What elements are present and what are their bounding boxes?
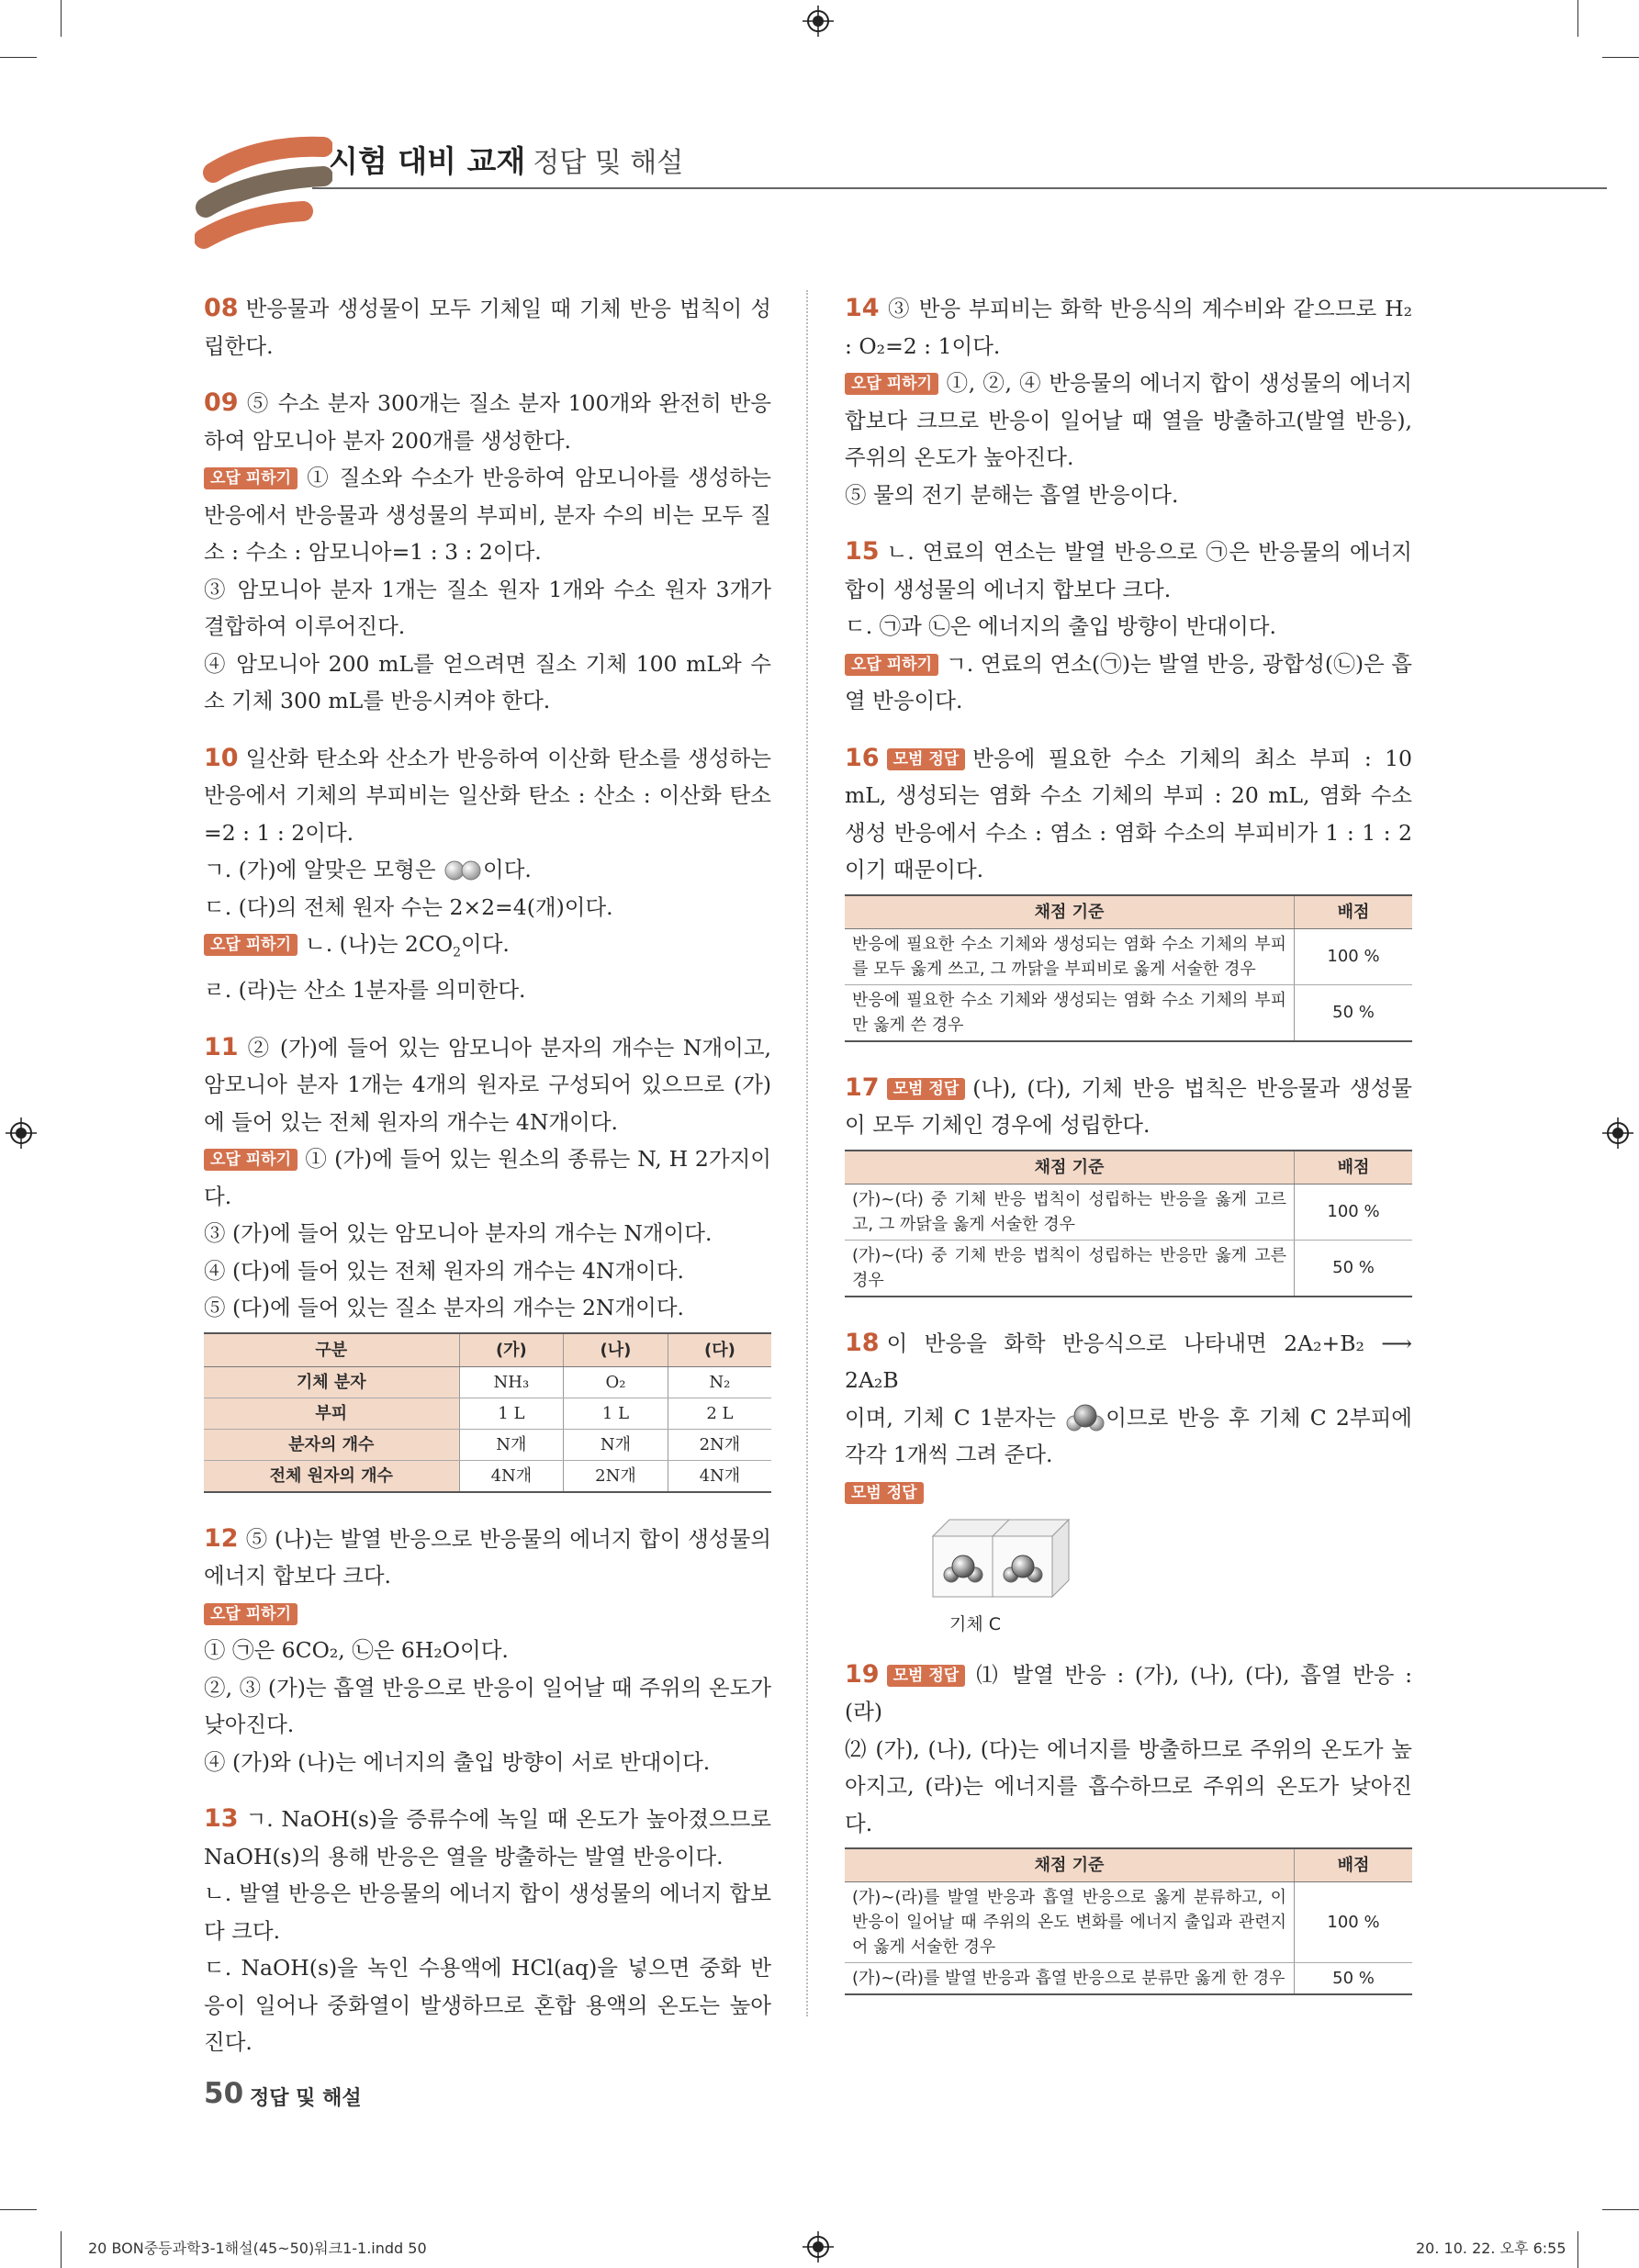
question-09	[204, 385, 771, 720]
answer-text: 반응물과 생성물이 모두 기체일 때 기체 반응 법칙이 성립한다.	[204, 296, 771, 359]
question-number: 09	[204, 388, 239, 417]
table-cell: 4N개	[668, 1460, 771, 1492]
explanation-text: ⑤ (다)에 들어 있는 질소 분자의 개수는 2N개이다.	[204, 1295, 685, 1321]
table-header-cell: (가)	[459, 1333, 564, 1367]
explanation-text: ④ 암모니아 200 mL를 얻으려면 질소 기체 100 mL와 수소 기체 300 mL를 반응시켜야 한다.	[204, 650, 771, 713]
explanation-text: 이므로 반응 후 기체 C 2부피에 각각 1개씩 그려 준다.	[845, 1404, 1412, 1467]
explanation-text: ① 질소와 수소가 반응하여 암모니아를 생성하는 반응에서 반응물과 생성물의 부피비, 분자 수의 비는 모두 질소 : 수소 : 암모니아=1 : 3 : 2이다.	[204, 465, 771, 565]
header-rule	[312, 187, 1607, 189]
table-cell: N₂	[668, 1366, 771, 1398]
answer-text: ㄱ. NaOH(s)을 증류수에 녹일 때 온도가 높아졌으므로 NaOH(s)의 용해 반응은 열을 방출하는 발열 반응이다.	[204, 1806, 771, 1869]
crop-mark	[1577, 0, 1578, 37]
question-08	[204, 290, 771, 365]
explanation-text: 이다.	[461, 931, 510, 957]
answer-text: ⑤ 수소 분자 300개는 질소 분자 100개와 완전히 반응하여 암모니아 분자 200개를 생성한다.	[204, 390, 771, 454]
criterion-cell: (가)~(다) 중 기체 반응 법칙이 성립하는 반응을 옳게 고르고, 그 까닭을 옳게 서술한 경우	[845, 1184, 1295, 1240]
crop-mark	[0, 57, 37, 58]
explanation-text: ⑤ 물의 전기 분해는 흡열 반응이다.	[845, 481, 1179, 508]
answer-text: ② (가)에 들어 있는 암모니아 분자의 개수는 N개이고, 암모니아 분자 1개는 4개의 원자로 구성되어 있으므로 (가)에 들어 있는 전체 원자의 개수는 4N개이다.	[204, 1034, 771, 1135]
question-13	[204, 1801, 771, 2061]
table-header-cell: 채점 기준	[845, 1151, 1295, 1185]
crop-mark	[61, 2231, 62, 2268]
wrong-answer-badge: 오답 피하기	[845, 373, 938, 395]
table-header-cell: 구분	[204, 1333, 459, 1367]
wrong-answer-badge: 오답 피하기	[204, 934, 297, 956]
explanation-text: ②, ③ (가)는 흡열 반응으로 반응이 일어날 때 주위의 온도가 낮아진다.	[204, 1674, 771, 1738]
question-number: 11	[204, 1032, 239, 1061]
grading-table	[845, 894, 1412, 1042]
score-cell: 50 %	[1295, 984, 1413, 1041]
model-answer-badge: 모범 정답	[845, 1482, 924, 1504]
crop-mark	[61, 0, 62, 37]
table-header-cell: 채점 기준	[845, 895, 1295, 929]
table-header-cell: 배점	[1295, 895, 1413, 929]
wrong-answer-badge: 오답 피하기	[204, 467, 297, 489]
answer-text: 일산화 탄소와 산소가 반응하여 이산화 탄소를 생성하는 반응에서 기체의 부피비는 일산화 탄소 : 산소 : 이산화 탄소=2 : 1 : 2이다.	[204, 745, 771, 846]
model-answer-badge: 모범 정답	[887, 1078, 966, 1100]
grading-table	[845, 1150, 1412, 1297]
answer-text: ⑤ (나)는 발열 반응으로 반응물의 에너지 합이 생성물의 에너지 합보다 크다.	[204, 1525, 771, 1589]
explanation-text: ㄷ. NaOH(s)을 녹인 수용액에 HCl(aq)을 넣으면 중화 반응이 일어나 중화열이 발생하므로 혼합 용액의 온도는 높아진다.	[204, 1955, 771, 2056]
model-answer-badge: 모범 정답	[887, 1665, 966, 1687]
answer-text: 반응에 필요한 수소 기체의 최소 부피 : 10 mL, 생성되는 염화 수소 기체의 부피 : 20 mL, 염화 수소 생성 반응에서 수소 : 염소 : 염화 수소의 부피비가 1 : 1 : 2이기 때문이다.	[845, 745, 1412, 882]
table-cell: 2 L	[668, 1398, 771, 1429]
table-header-row	[845, 895, 1412, 929]
score-cell: 50 %	[1295, 1240, 1413, 1297]
gas-c-figure	[926, 1516, 1412, 1636]
question-number: 10	[204, 743, 239, 772]
explanation-text: ㄴ. 발열 반응은 반응물의 에너지 합이 생성물의 에너지 합보다 크다.	[204, 1881, 771, 1944]
crop-mark	[1577, 2231, 1578, 2268]
score-cell: 100 %	[1295, 928, 1413, 984]
print-slug-left: 20 BON중등과학3-1해설(45~50)워크1-1.indd 50	[88, 2240, 427, 2257]
registration-mark-icon	[803, 2231, 834, 2262]
table-header-row	[845, 1151, 1412, 1185]
table-row	[204, 1366, 771, 1398]
row-header-cell: 부피	[204, 1398, 459, 1429]
subscript: 2	[453, 945, 462, 960]
criterion-cell: (가)~(라)를 발열 반응과 흡열 반응으로 분류만 옳게 한 경우	[845, 1963, 1295, 1995]
table-header-cell: 배점	[1295, 1151, 1413, 1185]
score-cell: 50 %	[1295, 1963, 1413, 1995]
gas-container-diagram	[926, 1516, 1072, 1600]
table-row	[204, 1398, 771, 1429]
question-11	[204, 1029, 771, 1493]
explanation-text: ⑵ (가), (나), (다)는 에너지를 방출하므로 주위의 온도가 높아지고, (라)는 에너지를 흡수하므로 주위의 온도가 낮아진다.	[845, 1735, 1412, 1836]
table-row	[204, 1460, 771, 1492]
score-cell: 100 %	[1295, 1184, 1413, 1240]
question-number: 19	[845, 1659, 880, 1689]
question-10	[204, 740, 771, 1009]
crop-mark	[0, 2209, 37, 2210]
page-number: 50	[204, 2077, 244, 2110]
page-footer-label: 정답 및 해설	[250, 2087, 362, 2110]
table-row	[845, 1882, 1412, 1963]
wrong-answer-badge: 오답 피하기	[204, 1603, 297, 1625]
answer-text: ③ 반응 부피비는 화학 반응식의 계수비와 같으므로 H₂ : O₂=2 : 1이다.	[845, 296, 1412, 359]
table-header-cell: (나)	[564, 1333, 668, 1367]
explanation-text: ㄷ. ㉠과 ㉡은 에너지의 출입 방향이 반대이다.	[845, 613, 1276, 639]
answer-text: ㄴ. 연료의 연소는 발열 반응으로 ㉠은 반응물의 에너지 합이 생성물의 에너지 합보다 크다.	[845, 539, 1412, 602]
explanation-text: ①, ②, ④ 반응물의 에너지 합이 생성물의 에너지 합보다 크므로 반응이 일어날 때 열을 방출하고(발열 반응), 주위의 온도가 높아진다.	[845, 370, 1412, 470]
question-number: 14	[845, 294, 880, 322]
explanation-text: ㄴ. (나)는 2CO	[305, 931, 454, 957]
row-header-cell: 전체 원자의 개수	[204, 1460, 459, 1492]
explanation-text: ③ 암모니아 분자 1개는 질소 원자 1개와 수소 원자 3개가 결합하여 이루어진다.	[204, 576, 771, 639]
row-header-cell: 분자의 개수	[204, 1429, 459, 1460]
question-number: 16	[845, 743, 880, 772]
question-16	[845, 740, 1412, 1042]
question-15	[845, 533, 1412, 720]
question-17	[845, 1070, 1412, 1297]
explanation-text: ㄱ. (가)에 알맞은 모형은	[204, 857, 443, 882]
explanation-text: ㄷ. (다)의 전체 원자 수는 2×2=4(개)이다.	[204, 893, 613, 920]
explanation-text: ① ㉠은 6CO₂, ㉡은 6H₂O이다.	[204, 1637, 509, 1664]
answer-text: 이 반응을 화학 반응식으로 나타내면 2A₂+B₂ ⟶ 2A₂B	[845, 1330, 1412, 1393]
row-header-cell: 기체 분자	[204, 1366, 459, 1398]
explanation-text: 이다.	[483, 857, 532, 882]
registration-mark-icon	[1602, 1117, 1633, 1149]
header-subtitle: 정답 및 해설	[533, 147, 684, 179]
table-cell: 1 L	[459, 1398, 564, 1429]
explanation-text: ③ (가)에 들어 있는 암모니아 분자의 개수는 N개이다.	[204, 1220, 713, 1247]
registration-mark-icon	[6, 1117, 37, 1149]
answer-text: (나), (다), 기체 반응 법칙은 반응물과 생성물이 모두 기체인 경우에 성립한다.	[845, 1074, 1412, 1138]
criterion-cell: (가)~(다) 중 기체 반응 법칙이 성립하는 반응만 옳게 고른 경우	[845, 1240, 1295, 1297]
molecule-data-table	[204, 1332, 771, 1493]
table-cell: 2N개	[564, 1460, 668, 1492]
explanation-text: ④ (가)와 (나)는 에너지의 출입 방향이 서로 반대이다.	[204, 1748, 711, 1775]
question-number: 08	[204, 294, 239, 322]
table-cell: N개	[459, 1429, 564, 1460]
left-column	[204, 290, 771, 2082]
table-header-row	[845, 1848, 1412, 1882]
criterion-cell: 반응에 필요한 수소 기체와 생성되는 염화 수소 기체의 부피만 옳게 쓴 경우	[845, 984, 1295, 1041]
table-row	[845, 984, 1412, 1041]
table-row	[845, 1963, 1412, 1995]
explanation-text: ① (가)에 들어 있는 원소의 종류는 N, H 2가지이다.	[204, 1146, 771, 1209]
question-14	[845, 290, 1412, 513]
wrong-answer-badge: 오답 피하기	[204, 1149, 297, 1171]
column-divider	[806, 290, 808, 2016]
score-cell: 100 %	[1295, 1882, 1413, 1963]
table-row	[845, 1184, 1412, 1240]
table-row	[204, 1429, 771, 1460]
table-cell: N개	[564, 1429, 668, 1460]
question-number: 12	[204, 1523, 239, 1553]
crop-mark	[1602, 2209, 1639, 2210]
header-title-text: 시험 대비 교재	[329, 143, 526, 179]
answer-text: ⑴ 발열 반응 : (가), (나), (다), 흡열 반응 : (라)	[845, 1661, 1412, 1724]
question-12	[204, 1521, 771, 1781]
question-number: 17	[845, 1072, 880, 1102]
page-header-title	[329, 138, 683, 181]
molecule-model-icon	[443, 859, 483, 881]
table-cell: 2N개	[668, 1429, 771, 1460]
question-18	[845, 1325, 1412, 1636]
header-swoosh-icon	[195, 136, 332, 255]
criterion-cell: 반응에 필요한 수소 기체와 생성되는 염화 수소 기체의 부피를 모두 옳게 쓰고, 그 까닭을 부피비로 옳게 서술한 경우	[845, 928, 1295, 984]
molecule-c-icon	[1065, 1403, 1106, 1432]
explanation-text: ㄹ. (라)는 산소 1분자를 의미한다.	[204, 977, 526, 1004]
criterion-cell: (가)~(라)를 발열 반응과 흡열 반응으로 옳게 분류하고, 이 반응이 일어날 때 주위의 온도 변화를 에너지 출입과 관련지어 옳게 서술한 경우	[845, 1882, 1295, 1963]
print-slug-right: 20. 10. 22. 오후 6:55	[1416, 2240, 1566, 2257]
explanation-text: ㄱ. 연료의 연소(㉠)는 발열 반응, 광합성(㉡)은 흡열 반응이다.	[845, 650, 1412, 713]
table-cell: NH₃	[459, 1366, 564, 1398]
explanation-text: ④ (다)에 들어 있는 전체 원자의 개수는 4N개이다.	[204, 1257, 685, 1284]
table-cell: 1 L	[564, 1398, 668, 1429]
table-cell: 4N개	[459, 1460, 564, 1492]
table-cell: O₂	[564, 1366, 668, 1398]
model-answer-badge: 모범 정답	[887, 748, 966, 770]
table-header-cell: 배점	[1295, 1848, 1413, 1882]
registration-mark-icon	[803, 6, 834, 37]
question-number: 18	[845, 1328, 880, 1357]
table-row	[845, 1240, 1412, 1297]
explanation-text: 이며, 기체 C 1분자는	[845, 1404, 1066, 1431]
wrong-answer-badge: 오답 피하기	[845, 654, 938, 676]
question-number: 13	[204, 1804, 239, 1834]
table-header-cell: (다)	[668, 1333, 771, 1367]
grading-table	[845, 1847, 1412, 1995]
crop-mark	[1602, 57, 1639, 58]
table-row	[845, 928, 1412, 984]
table-header-row	[204, 1333, 771, 1367]
question-number: 15	[845, 537, 880, 566]
table-header-cell: 채점 기준	[845, 1848, 1295, 1882]
figure-caption: 기체 C	[949, 1613, 1002, 1634]
question-19	[845, 1656, 1412, 1996]
right-column	[845, 290, 1412, 2023]
